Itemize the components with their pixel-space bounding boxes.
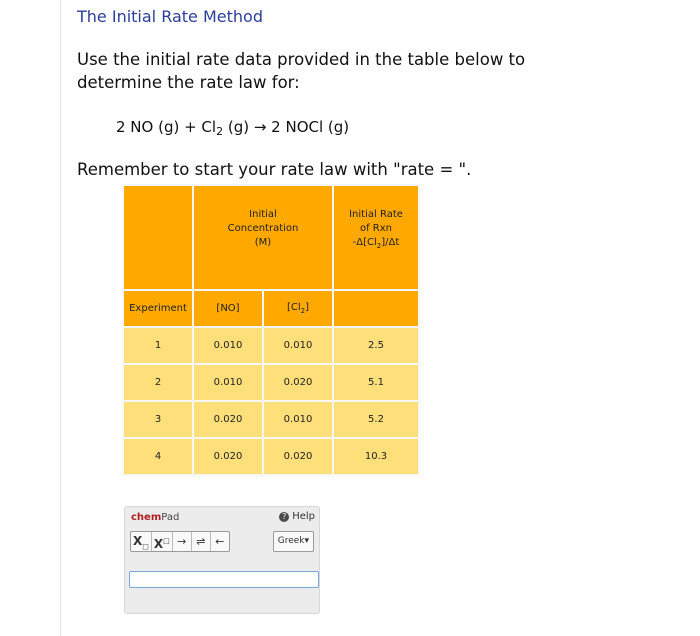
initial-rate-table bbox=[122, 184, 420, 476]
cell-cl2-concentration: 0.020 bbox=[263, 438, 333, 475]
header-conc-line-1: Initial bbox=[249, 209, 277, 220]
cell-experiment: 4 bbox=[123, 438, 193, 475]
cell-initial-rate: 5.1 bbox=[333, 364, 419, 401]
table-row bbox=[123, 438, 419, 475]
help-label: Help bbox=[292, 511, 315, 522]
equation-subscript: 2 bbox=[216, 125, 224, 138]
cell-experiment: 1 bbox=[123, 327, 193, 364]
table-column-label-row bbox=[123, 290, 419, 327]
header-empty-cell bbox=[123, 185, 193, 290]
left-arrow-button[interactable] bbox=[211, 532, 229, 551]
column-label-no: [NO] bbox=[193, 290, 263, 327]
superscript-box-icon: □ bbox=[163, 537, 170, 545]
subscript-button[interactable] bbox=[131, 532, 152, 551]
table-row bbox=[123, 364, 419, 401]
table-row bbox=[123, 401, 419, 438]
cell-cl2-concentration: 0.010 bbox=[263, 327, 333, 364]
chempad-toolbar bbox=[130, 531, 230, 552]
cell-no-concentration: 0.020 bbox=[193, 401, 263, 438]
chempad-title-pad: Pad bbox=[161, 512, 180, 523]
column-label-cl2 bbox=[263, 290, 333, 327]
subscript-x: X bbox=[133, 534, 143, 548]
column-label-rate-empty bbox=[333, 290, 419, 327]
right-arrow-icon: → bbox=[177, 535, 187, 548]
superscript-button[interactable] bbox=[152, 532, 173, 551]
chempad-title-chem: chem bbox=[131, 512, 162, 523]
cl2-label-b: ] bbox=[305, 302, 310, 313]
cell-cl2-concentration: 0.020 bbox=[263, 364, 333, 401]
chempad-widget bbox=[124, 506, 320, 614]
column-label-experiment: Experiment bbox=[123, 290, 193, 327]
section-title: The Initial Rate Method bbox=[77, 7, 263, 26]
cell-experiment: 3 bbox=[123, 401, 193, 438]
cell-no-concentration: 0.010 bbox=[193, 364, 263, 401]
header-conc-line-3: (M) bbox=[254, 237, 272, 248]
cl2-label-a: [Cl bbox=[286, 302, 301, 313]
header-rate-subscript: 2 bbox=[376, 242, 382, 250]
equilibrium-arrow-icon: ⇌ bbox=[196, 535, 206, 548]
header-initial-concentration bbox=[193, 185, 333, 290]
header-rate-line-1: Initial Rate bbox=[349, 209, 403, 220]
help-button[interactable] bbox=[279, 511, 315, 522]
header-rate-line-3 bbox=[334, 236, 418, 253]
greek-dropdown-button[interactable]: Greek▾ bbox=[273, 531, 314, 552]
header-rate-text-a: -Δ[Cl bbox=[352, 237, 377, 248]
help-icon: ? bbox=[279, 512, 289, 522]
cl2-label-subscript: 2 bbox=[300, 307, 306, 315]
cell-initial-rate: 2.5 bbox=[333, 327, 419, 364]
cell-experiment: 2 bbox=[123, 364, 193, 401]
cell-no-concentration: 0.010 bbox=[193, 327, 263, 364]
table-header-row bbox=[123, 185, 419, 290]
cell-initial-rate: 5.2 bbox=[333, 401, 419, 438]
subscript-box-icon: □ bbox=[142, 542, 149, 551]
equation-part-1: 2 NO (g) + Cl bbox=[116, 118, 217, 136]
chempad-title bbox=[131, 512, 179, 523]
left-margin-rule bbox=[60, 0, 61, 636]
reaction-equation bbox=[116, 118, 349, 138]
table-row bbox=[123, 327, 419, 364]
header-conc-line-2: Concentration bbox=[227, 223, 299, 234]
cell-no-concentration: 0.020 bbox=[193, 438, 263, 475]
equilibrium-arrow-button[interactable] bbox=[192, 532, 211, 551]
rate-law-answer-input[interactable] bbox=[129, 571, 319, 588]
rate-law-reminder: Remember to start your rate law with "rate = ". bbox=[77, 160, 472, 179]
question-prompt: Use the initial rate data provided in the table below to determine the rate law for: bbox=[77, 50, 526, 92]
header-initial-rate bbox=[333, 185, 419, 290]
reaction-arrow-button[interactable] bbox=[173, 532, 192, 551]
left-arrow-icon: ← bbox=[215, 535, 225, 548]
cell-cl2-concentration: 0.010 bbox=[263, 401, 333, 438]
equation-part-2: (g) → 2 NOCl (g) bbox=[223, 118, 350, 136]
superscript-x: X bbox=[153, 537, 164, 551]
header-rate-text-b: ]/Δt bbox=[381, 237, 400, 248]
cell-initial-rate: 10.3 bbox=[333, 438, 419, 475]
header-rate-line-2: of Rxn bbox=[359, 223, 393, 234]
